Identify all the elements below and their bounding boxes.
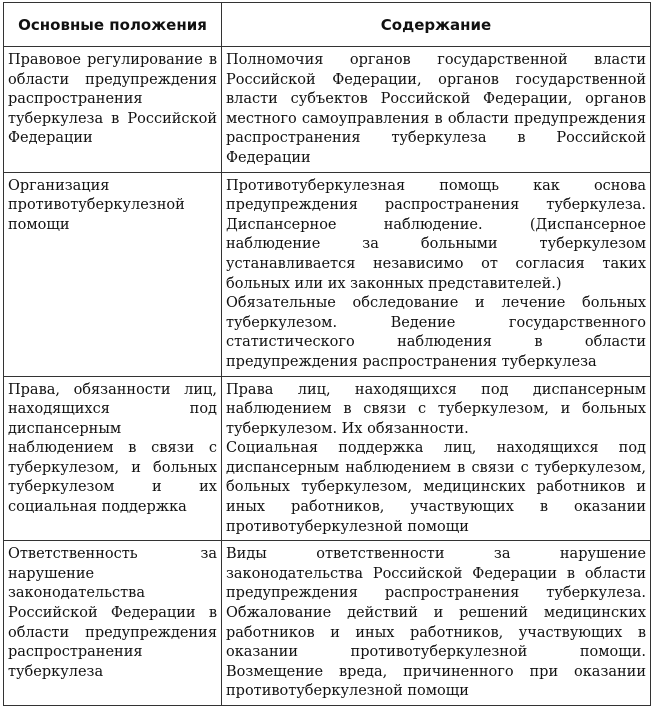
row-topic: Организация противотуберкулезной помощи bbox=[4, 172, 222, 376]
row-topic: Ответственность за нарушение законодательства Российской Федерации в области предупреждения распространения туберкулеза bbox=[4, 541, 222, 706]
row-content bbox=[222, 47, 651, 173]
provisions-table bbox=[3, 2, 651, 706]
header-main-provisions: Основные положения bbox=[4, 3, 222, 47]
row-content bbox=[222, 172, 651, 376]
table-row bbox=[4, 47, 651, 173]
table-row bbox=[4, 172, 651, 376]
content-paragraph: Виды ответственности за нарушение законодательства Российской Федерации в области предупреждения распространения туберкулеза. Обжалование действий и решений медицинских работников и иных работников, участвующих в оказании противотуберкулезной помощи. Возмещение вреда, причиненного при оказании противотуберкулезной помощи bbox=[226, 546, 646, 700]
content-paragraph: Социальная поддержка лиц, находящихся под диспансерным наблюдением в связи с туберкулезом, больных туберкулезом, медицинских работников и иных работников, участвующих в оказании противотуберкулезной помощи bbox=[226, 440, 646, 535]
row-topic: Права, обязанности лиц, находящихся под диспансерным наблюдением в связи с туберкулезом, и больных туберкулезом и их социальная поддержка bbox=[4, 376, 222, 541]
header-content: Содержание bbox=[222, 3, 651, 47]
content-paragraph: Обязательные обследование и лечение больных туберкулезом. Ведение государственного статистического наблюдения в области предупреждения распространения туберкулеза bbox=[226, 295, 646, 370]
content-paragraph: Права лиц, находящихся под диспансерным наблюдением в связи с туберкулезом, и больных туберкулезом. Их обязанности. bbox=[226, 381, 646, 437]
content-paragraph: Противотуберкулезная помощь как основа предупреждения распространения туберкулеза. Диспансерное наблюдение. (Диспансерное наблюдение за больными туберкулезом устанавливается независимо от согласия таких больных или их законных представителей.) bbox=[226, 177, 646, 292]
row-content bbox=[222, 376, 651, 541]
content-paragraph: Полномочия органов государственной власти Российской Федерации, органов государственной власти субъектов Российской Федерации, органов местного самоуправления в области предупреждения распространения туберкулеза в Российской Федерации bbox=[226, 52, 646, 166]
table-row bbox=[4, 541, 651, 706]
row-topic: Правовое регулирование в области предупреждения распространения туберкулеза в Российской Федерации bbox=[4, 47, 222, 173]
table-row bbox=[4, 376, 651, 541]
table-header-row bbox=[4, 3, 651, 47]
row-content bbox=[222, 541, 651, 706]
